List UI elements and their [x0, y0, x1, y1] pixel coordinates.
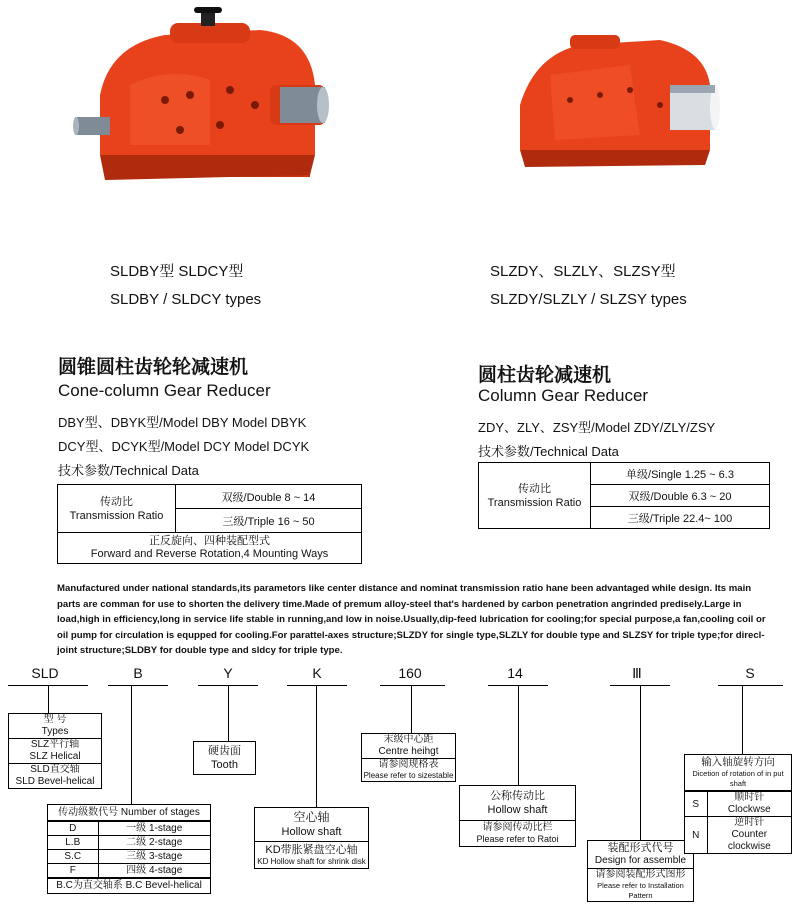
- left-caption-cn: SLDBY型 SLDCY型: [110, 263, 244, 280]
- stages-box: [47, 804, 211, 894]
- connector-line: [742, 686, 743, 754]
- right-ratio-label: 传动比 Transmission Ratio: [479, 463, 591, 529]
- left-title-cn: 圆锥圆柱齿轮轮减速机: [58, 356, 249, 378]
- rotation-box: 输入轴旋转方向 Dicetion of rotation of in put shaft S 顺时针 Clockwse N 逆时针 Counter clockwise: [684, 754, 792, 854]
- left-double: 双级/Double 8 ~ 14: [176, 485, 362, 509]
- code-14: 14: [507, 665, 523, 681]
- right-double: 双级/Double 6.3 ~ 20: [591, 485, 770, 507]
- assembly-box: 装配形式代号 Design for assemble 请参阅装配形式图形 Please refer to Installation Pattern: [587, 840, 694, 902]
- connector-line: [131, 686, 132, 805]
- connector-line: [228, 686, 229, 742]
- code-underline: [287, 685, 347, 686]
- centre-distance-box: 末级中心距 Centre heihgt 请参阅规格表 Please refer to sizestable: [361, 733, 456, 782]
- code-assembly: Ⅲ: [632, 665, 642, 681]
- connector-line: [48, 686, 49, 713]
- rotation-row: S 顺时针 Clockwse: [685, 792, 791, 817]
- connector-line: [518, 686, 519, 785]
- connector-line: [316, 686, 317, 808]
- code-underline: [108, 685, 168, 686]
- right-tech-table: [478, 462, 770, 529]
- stage-row: S.C 三级 3-stage: [48, 850, 210, 864]
- stage-row: L.B 二级 2-stage: [48, 836, 210, 850]
- right-tech-heading: 技术参数/Technical Data: [478, 444, 619, 459]
- left-ratio-label: 传动比 Transmission Ratio: [58, 485, 176, 533]
- code-sld: SLD: [31, 665, 59, 681]
- code-160: 160: [398, 665, 422, 681]
- code-y: Y: [223, 665, 233, 681]
- stage-row: D 一级 1-stage: [48, 822, 210, 836]
- stage-row: F 四级 4-stage: [48, 864, 210, 878]
- gear-reducer-image-sldby: [70, 5, 340, 220]
- left-tech-table: [57, 484, 362, 564]
- right-triple: 三级/Triple 22.4~ 100: [591, 507, 770, 529]
- rotation-row: N 逆时针 Counter clockwise: [685, 817, 791, 854]
- types-box: 型 号 Types SLZ平行轴 SLZ Helical SLD直交轴 SLD Bevel-helical: [8, 713, 102, 789]
- right-caption-en: SLZDY/SLZLY / SLZSY types: [490, 291, 687, 308]
- left-tech-heading: 技术参数/Technical Data: [58, 463, 199, 478]
- left-rotation: 正反旋向、四种装配型式 Forward and Reverse Rotation,4 Mounting Ways: [58, 533, 362, 564]
- right-single: 单级/Single 1.25 ~ 6.3: [591, 463, 770, 485]
- hollow-shaft-box: 空心轴 Hollow shaft KD带胀紧盘空心轴 KD Hollow shaft for shrink disk: [254, 807, 369, 869]
- description-paragraph: Manufactured under national standards,its parametors like center distance and nominat transmission ratio hane been advantaged while design. Its main parts are comman for use to shorten the delivery time.Made of premum alloy-steel that's hardened by carbon penetration angrinded predisely.Large in load,high in efficiency,long in service life stable in running,and low in noise.Usually,dip-feed lubrication for cooling;for special purpose,a fan,cooling coil or oil pump for circulation is equpped for cooling.For parattel-axes structure;SLZDY for single type,SLZLY for double type and SLZSY for triple type;for direcl-joint structure;SLDBY for double type and sldcy for triple type.: [57, 583, 766, 656]
- connector-line: [640, 686, 641, 840]
- nominal-ratio-box: 公称传动比 Hollow shaft 请参阅传动比栏 Please refer to Ratoi: [459, 785, 576, 847]
- right-caption-cn: SLZDY、SLZLY、SLZSY型: [490, 263, 676, 280]
- code-b: B: [133, 665, 143, 681]
- gear-reducer-image-slzdy: [510, 25, 720, 175]
- left-title-en: Cone-column Gear Reducer: [58, 381, 271, 400]
- tooth-box: 硬齿面 Tooth: [193, 741, 256, 775]
- code-underline: [718, 685, 783, 686]
- connector-line: [411, 686, 412, 733]
- right-title-cn: 圆柱齿轮减速机: [478, 364, 612, 386]
- code-underline: [380, 685, 445, 686]
- code-s: S: [745, 665, 755, 681]
- stages-header: 传动级数代号 Number of stages: [48, 805, 210, 821]
- right-title-en: Column Gear Reducer: [478, 386, 649, 405]
- stages-note: B.C为直交轴系 B.C Bevel-helical: [48, 878, 210, 893]
- left-model-line-1: DBY型、DBYK型/Model DBY Model DBYK: [58, 415, 307, 430]
- code-k: K: [312, 665, 322, 681]
- left-triple: 三级/Triple 16 ~ 50: [176, 509, 362, 533]
- left-model-line-2: DCY型、DCYK型/Model DCY Model DCYK: [58, 439, 310, 454]
- right-model-line: ZDY、ZLY、ZSY型/Model ZDY/ZLY/ZSY: [478, 420, 716, 435]
- left-caption-en: SLDBY / SLDCY types: [110, 291, 262, 308]
